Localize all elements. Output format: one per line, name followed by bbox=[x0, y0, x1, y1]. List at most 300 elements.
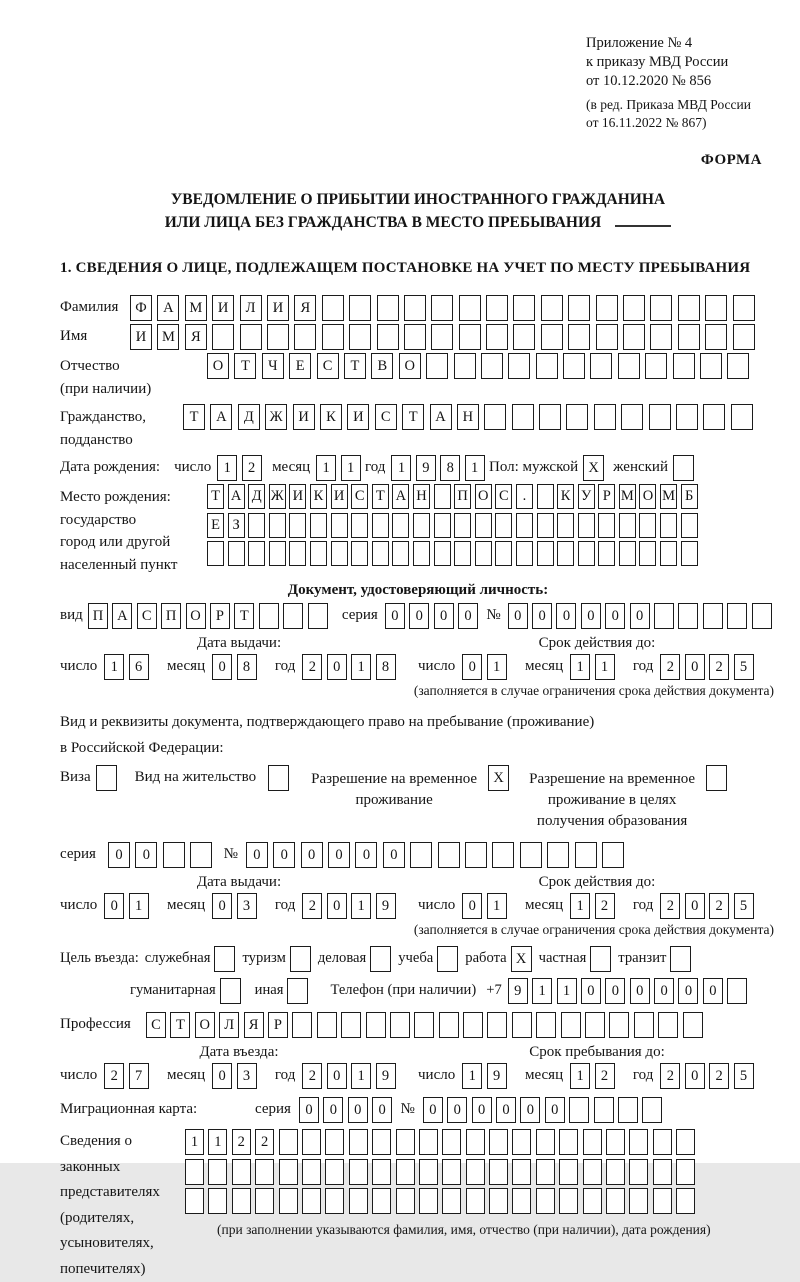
char-cell[interactable]: П bbox=[454, 484, 471, 509]
char-cell[interactable]: 1 bbox=[316, 455, 336, 481]
char-cell[interactable] bbox=[508, 353, 530, 379]
char-cell[interactable] bbox=[495, 541, 512, 566]
char-cell[interactable] bbox=[512, 404, 534, 430]
char-cell[interactable] bbox=[583, 1129, 602, 1155]
char-cell[interactable] bbox=[559, 1129, 578, 1155]
char-cell[interactable] bbox=[606, 1129, 625, 1155]
char-cell[interactable] bbox=[585, 1012, 605, 1038]
char-cell[interactable]: Я bbox=[294, 295, 316, 321]
char-cell[interactable]: 1 bbox=[570, 1063, 590, 1089]
char-cell[interactable] bbox=[267, 324, 289, 350]
char-cell[interactable] bbox=[676, 1188, 695, 1214]
char-cell[interactable] bbox=[289, 541, 306, 566]
char-cell[interactable]: 1 bbox=[462, 1063, 482, 1089]
char-cell[interactable]: Д bbox=[248, 484, 265, 509]
char-cell[interactable]: 9 bbox=[487, 1063, 507, 1089]
char-cell[interactable] bbox=[583, 1159, 602, 1185]
char-cell[interactable] bbox=[208, 1159, 227, 1185]
char-cell[interactable]: 0 bbox=[532, 603, 552, 629]
char-cell[interactable]: Т bbox=[183, 404, 205, 430]
char-cell[interactable] bbox=[618, 353, 640, 379]
char-cell[interactable] bbox=[606, 1188, 625, 1214]
char-cell[interactable] bbox=[459, 295, 481, 321]
char-cell[interactable]: У bbox=[578, 484, 595, 509]
char-cell[interactable] bbox=[537, 484, 554, 509]
char-cell[interactable]: О bbox=[207, 353, 229, 379]
char-cell[interactable] bbox=[575, 842, 597, 868]
char-cell[interactable] bbox=[283, 603, 303, 629]
char-cell[interactable] bbox=[639, 541, 656, 566]
char-cell[interactable]: 0 bbox=[685, 893, 705, 919]
char-cell[interactable]: 0 bbox=[703, 978, 723, 1004]
char-cell[interactable]: 1 bbox=[341, 455, 361, 481]
purpose-tourism-checkbox[interactable] bbox=[290, 946, 311, 972]
char-cell[interactable]: О bbox=[186, 603, 206, 629]
temp-residence-checkbox[interactable]: X bbox=[488, 765, 509, 791]
char-cell[interactable]: Н bbox=[413, 484, 430, 509]
char-cell[interactable] bbox=[639, 513, 656, 538]
char-cell[interactable]: 0 bbox=[212, 654, 232, 680]
char-cell[interactable] bbox=[259, 603, 279, 629]
char-cell[interactable] bbox=[609, 1012, 629, 1038]
char-cell[interactable] bbox=[566, 404, 588, 430]
purpose-business-checkbox[interactable] bbox=[370, 946, 391, 972]
char-cell[interactable]: А bbox=[228, 484, 245, 509]
char-cell[interactable]: 1 bbox=[351, 1063, 371, 1089]
sex-male-checkbox[interactable]: X bbox=[583, 455, 604, 481]
char-cell[interactable] bbox=[325, 1188, 344, 1214]
char-cell[interactable] bbox=[294, 324, 316, 350]
char-cell[interactable]: 2 bbox=[302, 654, 322, 680]
char-cell[interactable]: И bbox=[347, 404, 369, 430]
char-cell[interactable] bbox=[557, 541, 574, 566]
char-cell[interactable]: Т bbox=[234, 353, 256, 379]
char-cell[interactable] bbox=[212, 324, 234, 350]
char-cell[interactable]: И bbox=[267, 295, 289, 321]
char-cell[interactable] bbox=[660, 513, 677, 538]
char-cell[interactable]: 1 bbox=[185, 1129, 204, 1155]
char-cell[interactable] bbox=[731, 404, 753, 430]
char-cell[interactable]: 0 bbox=[581, 978, 601, 1004]
purpose-official-checkbox[interactable] bbox=[214, 946, 235, 972]
char-cell[interactable] bbox=[349, 295, 371, 321]
char-cell[interactable] bbox=[207, 541, 224, 566]
char-cell[interactable]: 0 bbox=[328, 842, 350, 868]
char-cell[interactable] bbox=[392, 513, 409, 538]
char-cell[interactable]: 0 bbox=[605, 603, 625, 629]
char-cell[interactable] bbox=[325, 1129, 344, 1155]
char-cell[interactable] bbox=[349, 1159, 368, 1185]
char-cell[interactable]: 0 bbox=[135, 842, 157, 868]
char-cell[interactable] bbox=[426, 353, 448, 379]
char-cell[interactable] bbox=[629, 1129, 648, 1155]
char-cell[interactable]: 1 bbox=[487, 654, 507, 680]
char-cell[interactable] bbox=[454, 513, 471, 538]
char-cell[interactable] bbox=[537, 513, 554, 538]
char-cell[interactable] bbox=[431, 324, 453, 350]
char-cell[interactable]: 0 bbox=[685, 1063, 705, 1089]
char-cell[interactable]: 2 bbox=[255, 1129, 274, 1155]
char-cell[interactable] bbox=[752, 603, 772, 629]
residence-permit-checkbox[interactable] bbox=[268, 765, 289, 791]
char-cell[interactable] bbox=[559, 1159, 578, 1185]
char-cell[interactable] bbox=[396, 1188, 415, 1214]
char-cell[interactable]: Ч bbox=[262, 353, 284, 379]
char-cell[interactable] bbox=[322, 295, 344, 321]
char-cell[interactable] bbox=[419, 1188, 438, 1214]
char-cell[interactable]: 1 bbox=[532, 978, 552, 1004]
char-cell[interactable] bbox=[372, 1188, 391, 1214]
char-cell[interactable] bbox=[475, 541, 492, 566]
char-cell[interactable]: 0 bbox=[212, 1063, 232, 1089]
char-cell[interactable] bbox=[349, 324, 371, 350]
char-cell[interactable] bbox=[331, 541, 348, 566]
char-cell[interactable]: И bbox=[293, 404, 315, 430]
char-cell[interactable]: 2 bbox=[660, 654, 680, 680]
char-cell[interactable]: Т bbox=[234, 603, 254, 629]
char-cell[interactable]: 1 bbox=[217, 455, 237, 481]
char-cell[interactable]: 9 bbox=[508, 978, 528, 1004]
char-cell[interactable] bbox=[559, 1188, 578, 1214]
char-cell[interactable] bbox=[536, 1188, 555, 1214]
char-cell[interactable] bbox=[541, 324, 563, 350]
char-cell[interactable] bbox=[486, 324, 508, 350]
char-cell[interactable]: Я bbox=[185, 324, 207, 350]
char-cell[interactable] bbox=[454, 541, 471, 566]
char-cell[interactable]: К bbox=[310, 484, 327, 509]
char-cell[interactable] bbox=[703, 603, 723, 629]
char-cell[interactable]: 0 bbox=[462, 654, 482, 680]
char-cell[interactable]: А bbox=[210, 404, 232, 430]
char-cell[interactable] bbox=[629, 1188, 648, 1214]
char-cell[interactable]: 1 bbox=[570, 654, 590, 680]
char-cell[interactable]: Е bbox=[207, 513, 224, 538]
char-cell[interactable]: О bbox=[195, 1012, 215, 1038]
char-cell[interactable] bbox=[377, 295, 399, 321]
char-cell[interactable]: И bbox=[331, 484, 348, 509]
char-cell[interactable]: 0 bbox=[458, 603, 478, 629]
char-cell[interactable]: 5 bbox=[734, 893, 754, 919]
char-cell[interactable] bbox=[442, 1129, 461, 1155]
char-cell[interactable] bbox=[163, 842, 185, 868]
char-cell[interactable]: С bbox=[375, 404, 397, 430]
char-cell[interactable] bbox=[248, 513, 265, 538]
char-cell[interactable]: 0 bbox=[462, 893, 482, 919]
char-cell[interactable]: А bbox=[392, 484, 409, 509]
char-cell[interactable] bbox=[623, 295, 645, 321]
char-cell[interactable] bbox=[269, 541, 286, 566]
char-cell[interactable] bbox=[536, 353, 558, 379]
char-cell[interactable] bbox=[598, 541, 615, 566]
char-cell[interactable] bbox=[419, 1159, 438, 1185]
char-cell[interactable] bbox=[676, 1159, 695, 1185]
char-cell[interactable] bbox=[459, 324, 481, 350]
char-cell[interactable] bbox=[678, 603, 698, 629]
char-cell[interactable] bbox=[317, 1012, 337, 1038]
char-cell[interactable] bbox=[431, 295, 453, 321]
char-cell[interactable]: 0 bbox=[327, 1063, 347, 1089]
char-cell[interactable]: 0 bbox=[348, 1097, 368, 1123]
char-cell[interactable] bbox=[390, 1012, 410, 1038]
char-cell[interactable]: 8 bbox=[376, 654, 396, 680]
char-cell[interactable]: 5 bbox=[734, 654, 754, 680]
char-cell[interactable] bbox=[466, 1188, 485, 1214]
char-cell[interactable]: 2 bbox=[242, 455, 262, 481]
char-cell[interactable] bbox=[331, 513, 348, 538]
char-cell[interactable]: 0 bbox=[108, 842, 130, 868]
char-cell[interactable]: Т bbox=[170, 1012, 190, 1038]
char-cell[interactable]: К bbox=[320, 404, 342, 430]
char-cell[interactable] bbox=[489, 1159, 508, 1185]
char-cell[interactable]: С bbox=[495, 484, 512, 509]
char-cell[interactable]: Р bbox=[268, 1012, 288, 1038]
char-cell[interactable]: 1 bbox=[465, 455, 485, 481]
purpose-private-checkbox[interactable] bbox=[590, 946, 611, 972]
char-cell[interactable] bbox=[654, 603, 674, 629]
char-cell[interactable]: 0 bbox=[581, 603, 601, 629]
char-cell[interactable] bbox=[308, 603, 328, 629]
char-cell[interactable] bbox=[310, 541, 327, 566]
char-cell[interactable]: 0 bbox=[327, 893, 347, 919]
char-cell[interactable] bbox=[537, 541, 554, 566]
char-cell[interactable]: Б bbox=[681, 484, 698, 509]
char-cell[interactable] bbox=[512, 1129, 531, 1155]
char-cell[interactable]: 8 bbox=[237, 654, 257, 680]
char-cell[interactable]: И bbox=[289, 484, 306, 509]
char-cell[interactable]: 1 bbox=[595, 654, 615, 680]
char-cell[interactable] bbox=[568, 324, 590, 350]
char-cell[interactable] bbox=[349, 1129, 368, 1155]
char-cell[interactable] bbox=[302, 1129, 321, 1155]
char-cell[interactable] bbox=[705, 295, 727, 321]
char-cell[interactable] bbox=[645, 353, 667, 379]
char-cell[interactable]: 0 bbox=[385, 603, 405, 629]
char-cell[interactable] bbox=[392, 541, 409, 566]
char-cell[interactable]: 2 bbox=[595, 1063, 615, 1089]
char-cell[interactable] bbox=[536, 1159, 555, 1185]
char-cell[interactable] bbox=[578, 541, 595, 566]
char-cell[interactable] bbox=[438, 842, 460, 868]
char-cell[interactable] bbox=[434, 513, 451, 538]
purpose-study-checkbox[interactable] bbox=[437, 946, 458, 972]
char-cell[interactable]: 0 bbox=[630, 978, 650, 1004]
sex-female-checkbox[interactable] bbox=[673, 455, 694, 481]
char-cell[interactable]: О bbox=[399, 353, 421, 379]
char-cell[interactable] bbox=[733, 324, 755, 350]
char-cell[interactable] bbox=[590, 353, 612, 379]
char-cell[interactable] bbox=[489, 1129, 508, 1155]
char-cell[interactable] bbox=[481, 353, 503, 379]
char-cell[interactable] bbox=[372, 1159, 391, 1185]
char-cell[interactable] bbox=[190, 842, 212, 868]
char-cell[interactable]: 9 bbox=[416, 455, 436, 481]
blank-underline[interactable] bbox=[615, 211, 671, 227]
char-cell[interactable]: 0 bbox=[520, 1097, 540, 1123]
char-cell[interactable] bbox=[673, 353, 695, 379]
char-cell[interactable] bbox=[289, 513, 306, 538]
char-cell[interactable] bbox=[678, 324, 700, 350]
char-cell[interactable]: 1 bbox=[208, 1129, 227, 1155]
char-cell[interactable]: 0 bbox=[409, 603, 429, 629]
char-cell[interactable] bbox=[279, 1159, 298, 1185]
char-cell[interactable] bbox=[269, 513, 286, 538]
char-cell[interactable] bbox=[279, 1129, 298, 1155]
char-cell[interactable] bbox=[434, 484, 451, 509]
char-cell[interactable] bbox=[351, 513, 368, 538]
char-cell[interactable] bbox=[516, 513, 533, 538]
char-cell[interactable] bbox=[454, 353, 476, 379]
char-cell[interactable] bbox=[232, 1188, 251, 1214]
char-cell[interactable] bbox=[495, 513, 512, 538]
char-cell[interactable] bbox=[727, 978, 747, 1004]
char-cell[interactable] bbox=[255, 1188, 274, 1214]
char-cell[interactable] bbox=[404, 295, 426, 321]
char-cell[interactable]: 0 bbox=[323, 1097, 343, 1123]
char-cell[interactable] bbox=[248, 541, 265, 566]
char-cell[interactable] bbox=[619, 541, 636, 566]
char-cell[interactable]: П bbox=[88, 603, 108, 629]
char-cell[interactable] bbox=[676, 404, 698, 430]
char-cell[interactable] bbox=[325, 1159, 344, 1185]
char-cell[interactable]: М bbox=[619, 484, 636, 509]
char-cell[interactable] bbox=[658, 1012, 678, 1038]
char-cell[interactable] bbox=[619, 513, 636, 538]
char-cell[interactable] bbox=[596, 295, 618, 321]
char-cell[interactable] bbox=[377, 324, 399, 350]
char-cell[interactable] bbox=[653, 1129, 672, 1155]
char-cell[interactable] bbox=[569, 1097, 589, 1123]
char-cell[interactable] bbox=[396, 1159, 415, 1185]
char-cell[interactable]: С bbox=[317, 353, 339, 379]
char-cell[interactable] bbox=[512, 1188, 531, 1214]
char-cell[interactable]: Д bbox=[238, 404, 260, 430]
char-cell[interactable] bbox=[513, 295, 535, 321]
char-cell[interactable] bbox=[484, 404, 506, 430]
char-cell[interactable] bbox=[302, 1159, 321, 1185]
char-cell[interactable] bbox=[410, 842, 432, 868]
char-cell[interactable] bbox=[512, 1012, 532, 1038]
char-cell[interactable] bbox=[487, 1012, 507, 1038]
char-cell[interactable]: 0 bbox=[301, 842, 323, 868]
char-cell[interactable] bbox=[681, 541, 698, 566]
char-cell[interactable] bbox=[660, 541, 677, 566]
char-cell[interactable] bbox=[466, 1159, 485, 1185]
char-cell[interactable]: 2 bbox=[709, 1063, 729, 1089]
char-cell[interactable] bbox=[512, 1159, 531, 1185]
char-cell[interactable]: 0 bbox=[447, 1097, 467, 1123]
char-cell[interactable]: А bbox=[112, 603, 132, 629]
visa-checkbox[interactable] bbox=[96, 765, 117, 791]
char-cell[interactable] bbox=[292, 1012, 312, 1038]
char-cell[interactable] bbox=[650, 324, 672, 350]
char-cell[interactable] bbox=[623, 324, 645, 350]
char-cell[interactable] bbox=[185, 1188, 204, 1214]
char-cell[interactable] bbox=[650, 295, 672, 321]
char-cell[interactable]: В bbox=[371, 353, 393, 379]
char-cell[interactable]: 0 bbox=[372, 1097, 392, 1123]
char-cell[interactable] bbox=[703, 404, 725, 430]
char-cell[interactable]: 2 bbox=[709, 893, 729, 919]
purpose-work-checkbox[interactable]: X bbox=[511, 946, 532, 972]
char-cell[interactable] bbox=[629, 1159, 648, 1185]
char-cell[interactable] bbox=[463, 1012, 483, 1038]
char-cell[interactable] bbox=[536, 1012, 556, 1038]
char-cell[interactable] bbox=[557, 513, 574, 538]
char-cell[interactable] bbox=[341, 1012, 361, 1038]
char-cell[interactable] bbox=[372, 1129, 391, 1155]
char-cell[interactable] bbox=[434, 541, 451, 566]
char-cell[interactable] bbox=[520, 842, 542, 868]
char-cell[interactable] bbox=[602, 842, 624, 868]
char-cell[interactable]: 0 bbox=[678, 978, 698, 1004]
char-cell[interactable] bbox=[536, 1129, 555, 1155]
char-cell[interactable] bbox=[583, 1188, 602, 1214]
char-cell[interactable]: С bbox=[146, 1012, 166, 1038]
char-cell[interactable]: З bbox=[228, 513, 245, 538]
char-cell[interactable] bbox=[475, 513, 492, 538]
char-cell[interactable]: А bbox=[157, 295, 179, 321]
char-cell[interactable]: М bbox=[185, 295, 207, 321]
char-cell[interactable] bbox=[594, 1097, 614, 1123]
char-cell[interactable] bbox=[727, 353, 749, 379]
char-cell[interactable]: Л bbox=[219, 1012, 239, 1038]
char-cell[interactable]: 0 bbox=[104, 893, 124, 919]
char-cell[interactable] bbox=[634, 1012, 654, 1038]
char-cell[interactable]: . bbox=[516, 484, 533, 509]
char-cell[interactable]: Ж bbox=[265, 404, 287, 430]
char-cell[interactable]: 1 bbox=[391, 455, 411, 481]
char-cell[interactable] bbox=[208, 1188, 227, 1214]
char-cell[interactable] bbox=[727, 603, 747, 629]
char-cell[interactable] bbox=[439, 1012, 459, 1038]
char-cell[interactable] bbox=[404, 324, 426, 350]
char-cell[interactable] bbox=[372, 513, 389, 538]
char-cell[interactable]: 2 bbox=[302, 1063, 322, 1089]
char-cell[interactable]: 2 bbox=[709, 654, 729, 680]
char-cell[interactable] bbox=[419, 1129, 438, 1155]
char-cell[interactable] bbox=[413, 541, 430, 566]
char-cell[interactable] bbox=[733, 295, 755, 321]
char-cell[interactable] bbox=[322, 324, 344, 350]
char-cell[interactable]: 0 bbox=[355, 842, 377, 868]
char-cell[interactable]: А bbox=[430, 404, 452, 430]
char-cell[interactable] bbox=[681, 513, 698, 538]
char-cell[interactable] bbox=[596, 324, 618, 350]
char-cell[interactable]: И bbox=[130, 324, 152, 350]
char-cell[interactable]: 1 bbox=[487, 893, 507, 919]
char-cell[interactable]: 0 bbox=[383, 842, 405, 868]
char-cell[interactable]: С bbox=[351, 484, 368, 509]
char-cell[interactable]: 8 bbox=[440, 455, 460, 481]
char-cell[interactable]: 0 bbox=[434, 603, 454, 629]
char-cell[interactable]: Е bbox=[289, 353, 311, 379]
char-cell[interactable]: 0 bbox=[605, 978, 625, 1004]
char-cell[interactable] bbox=[568, 295, 590, 321]
purpose-transit-checkbox[interactable] bbox=[670, 946, 691, 972]
char-cell[interactable]: 0 bbox=[685, 654, 705, 680]
char-cell[interactable] bbox=[351, 541, 368, 566]
char-cell[interactable]: 0 bbox=[299, 1097, 319, 1123]
char-cell[interactable] bbox=[310, 513, 327, 538]
char-cell[interactable] bbox=[676, 1129, 695, 1155]
char-cell[interactable]: Ф bbox=[130, 295, 152, 321]
char-cell[interactable]: О bbox=[639, 484, 656, 509]
char-cell[interactable] bbox=[516, 541, 533, 566]
char-cell[interactable]: 0 bbox=[273, 842, 295, 868]
char-cell[interactable] bbox=[349, 1188, 368, 1214]
char-cell[interactable]: 2 bbox=[595, 893, 615, 919]
char-cell[interactable]: Ж bbox=[269, 484, 286, 509]
